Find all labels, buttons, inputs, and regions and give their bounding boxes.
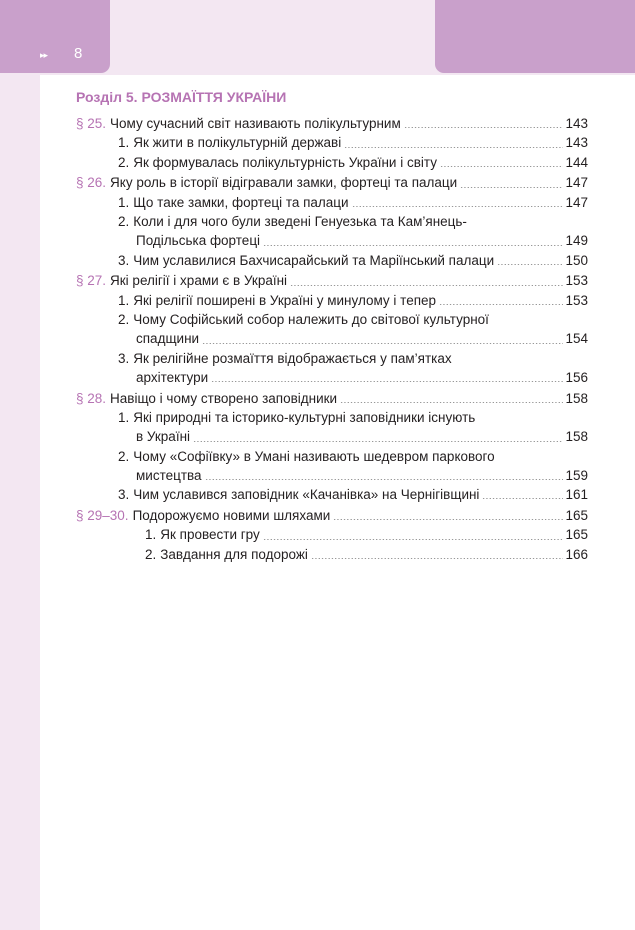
toc-paragraph-27[interactable] <box>76 271 588 290</box>
toc-paragraph-title: Подорожуємо новими шляхами <box>132 507 331 523</box>
dot-leader <box>497 264 563 265</box>
toc-item-title: Завдання для подорожі <box>160 546 308 562</box>
toc-item[interactable] <box>76 310 588 329</box>
toc-item-title: Як жити в полікультурній державі <box>133 135 342 151</box>
toc-item-title-line1: Які природні та історико-культурні заповідники існують <box>133 409 476 425</box>
toc-page-number: 147 <box>565 175 588 191</box>
toc-item[interactable] <box>76 291 588 310</box>
toc-paragraph-title: Яку роль в історії відігравали замки, фортеці та палаци <box>110 175 458 191</box>
toc-paragraph-29-30[interactable] <box>76 506 588 525</box>
dot-leader <box>482 498 563 499</box>
toc-paragraph-title: Навіщо і чому створено заповідники <box>110 390 338 406</box>
toc-item-number: 2. <box>118 213 130 229</box>
toc-item-number: 2. <box>118 448 130 464</box>
toc-paragraph-number: § 26. <box>76 175 107 191</box>
toc-paragraph-number: § 25. <box>76 116 107 131</box>
dot-leader <box>211 381 563 382</box>
toc-item[interactable] <box>76 447 588 466</box>
toc-page-number: 165 <box>565 507 588 523</box>
toc-item[interactable] <box>76 212 588 231</box>
dot-leader <box>202 343 563 344</box>
toc-page-number: 158 <box>565 390 588 406</box>
toc-item[interactable] <box>76 153 588 172</box>
toc-paragraph-25[interactable] <box>76 114 588 133</box>
toc-paragraph-title: Чому сучасний світ називають полікультурним <box>110 116 401 131</box>
page-number: 8 <box>74 45 83 62</box>
dot-leader <box>193 441 563 442</box>
toc-item[interactable] <box>76 133 588 152</box>
toc-item-number: 1. <box>118 135 130 151</box>
toc-page-number: 143 <box>565 116 588 131</box>
toc-page-number: 161 <box>565 487 588 503</box>
toc-paragraph-number: § 29–30. <box>76 507 129 523</box>
dot-leader <box>344 147 563 148</box>
toc-item-title: Як формувалась полікультурність України і світу <box>133 154 437 170</box>
toc-item[interactable] <box>76 408 588 427</box>
toc-page-number: 153 <box>565 292 588 308</box>
section-title: Розділ 5. РОЗМАЇТТЯ УКРАЇНИ <box>76 89 287 105</box>
double-arrow-icon: ▸▸ <box>40 50 48 60</box>
toc-item-number: 3. <box>118 350 130 366</box>
dot-leader <box>440 166 564 167</box>
toc-item[interactable] <box>76 193 588 212</box>
dot-leader <box>460 187 563 188</box>
toc-item-title: Чим уславився заповідник «Качанівка» на Чернігівщині <box>133 487 480 503</box>
page-number-tab <box>0 0 110 73</box>
dot-leader <box>205 479 564 480</box>
dot-leader <box>333 519 563 520</box>
table-of-contents <box>76 114 588 564</box>
toc-item-title: Які релігії поширені в Україні у минулому і тепер <box>133 292 437 308</box>
toc-item[interactable] <box>76 545 588 564</box>
toc-paragraph-number: § 27. <box>76 273 107 289</box>
dot-leader <box>290 285 563 286</box>
corner-decoration <box>435 0 635 73</box>
toc-item-title: Чим уславилися Бахчисарайський та Маріїнський палаци <box>133 252 495 268</box>
toc-page-number: 149 <box>565 233 588 249</box>
dot-leader <box>340 402 563 403</box>
toc-item-title-line1: Чому «Софіївку» в Умані називають шедевром паркового <box>133 448 495 464</box>
toc-page-number: 166 <box>565 546 588 562</box>
toc-item-number: 3. <box>118 252 130 268</box>
toc-item-title-line2: в Україні <box>136 429 191 445</box>
toc-item-continuation[interactable] <box>76 466 588 485</box>
toc-page-number: 153 <box>565 273 588 289</box>
toc-item-number: 2. <box>145 546 157 562</box>
dot-leader <box>263 245 563 246</box>
toc-item-number: 1. <box>118 409 130 425</box>
toc-item-title-line2: Подільська фортеці <box>136 233 261 249</box>
toc-page-number: 159 <box>565 467 588 483</box>
toc-page-number: 158 <box>565 429 588 445</box>
toc-paragraph-number: § 28. <box>76 390 107 406</box>
toc-page-number: 154 <box>565 331 588 347</box>
toc-page-number: 147 <box>565 194 588 210</box>
dot-leader <box>263 539 564 540</box>
toc-item[interactable] <box>76 485 588 504</box>
toc-item-title-line2: архітектури <box>136 369 209 385</box>
toc-item-number: 2. <box>118 311 130 327</box>
dot-leader <box>352 206 564 207</box>
toc-item-number: 3. <box>118 487 130 503</box>
toc-item-title-line1: Як релігійне розмаїття відображається у пам’ятках <box>133 350 452 366</box>
toc-page-number: 156 <box>565 369 588 385</box>
toc-item[interactable] <box>76 525 588 544</box>
toc-page-number: 143 <box>565 135 588 151</box>
toc-item-continuation[interactable] <box>76 231 588 250</box>
toc-paragraph-26[interactable] <box>76 173 588 192</box>
toc-item[interactable] <box>76 251 588 270</box>
dot-leader <box>311 558 564 559</box>
toc-item-number: 1. <box>118 194 130 210</box>
toc-item-title-line2: мистецтва <box>136 467 202 483</box>
dot-leader <box>439 304 563 305</box>
toc-item-title-line1: Коли і для чого були зведені Генуезька та Кам’янець- <box>133 213 467 229</box>
toc-item-continuation[interactable] <box>76 368 588 387</box>
toc-item-number: 1. <box>118 292 130 308</box>
toc-item-continuation[interactable] <box>76 427 588 446</box>
toc-item-title: Що таке замки, фортеці та палаци <box>133 194 349 210</box>
toc-item-continuation[interactable] <box>76 329 588 348</box>
toc-page-number: 144 <box>565 154 588 170</box>
toc-item-number: 2. <box>118 154 130 170</box>
toc-item-title: Як провести гру <box>160 527 260 543</box>
left-margin-strip <box>0 0 40 930</box>
toc-item[interactable] <box>76 349 588 368</box>
toc-page-number: 165 <box>565 527 588 543</box>
toc-paragraph-28[interactable] <box>76 389 588 408</box>
toc-item-title-line2: спадщини <box>136 331 200 347</box>
toc-page-number: 150 <box>565 252 588 268</box>
toc-item-number: 1. <box>145 527 157 543</box>
toc-paragraph-title: Які релігії і храми є в Україні <box>110 273 288 289</box>
toc-item-title-line1: Чому Софійський собор належить до світової культурної <box>133 311 489 327</box>
dot-leader <box>404 127 564 128</box>
